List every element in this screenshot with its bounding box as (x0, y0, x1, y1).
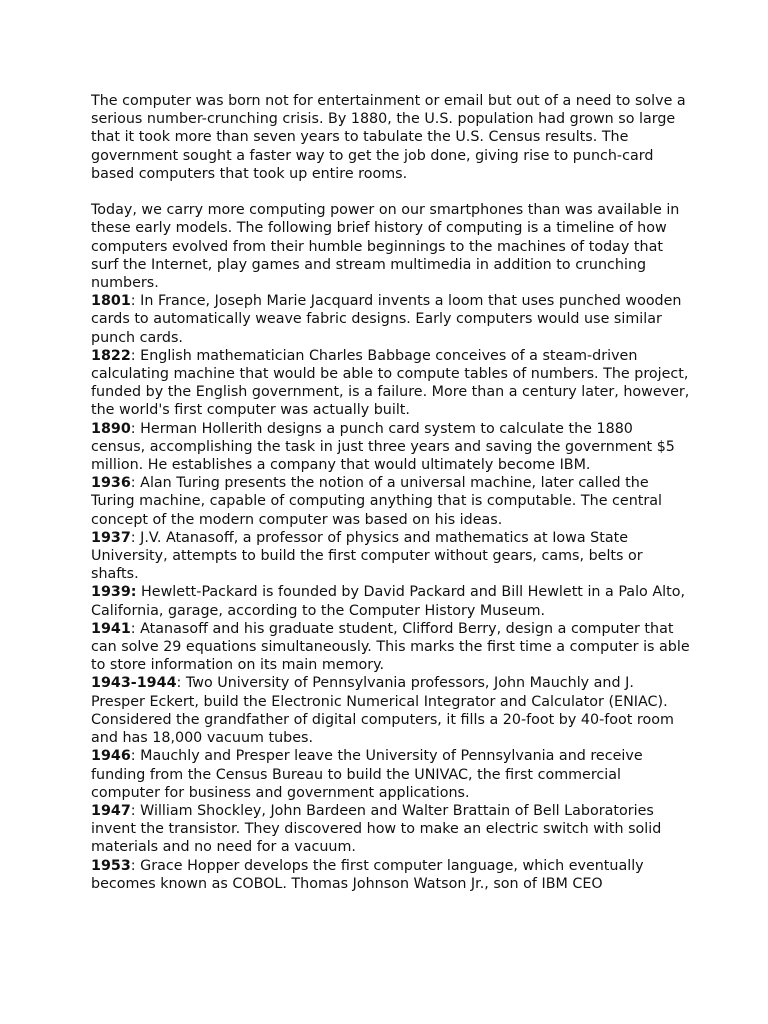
timeline-entry (91, 802, 691, 857)
timeline-year: 1939: (91, 584, 137, 601)
timeline-entry (91, 674, 691, 747)
timeline-year: 1822 (91, 347, 131, 364)
intro-paragraph-1: The computer was born not for entertainment or email but out of a need to solve a serious number-crunching crisis. By 1880, the U.S. population had grown so large that it took more than seven years to tabulate the U.S. Census results. The government sought a faster way to get the job done, giving rise to punch-card based computers that took up entire rooms. (91, 93, 686, 182)
timeline-text: Hewlett-Packard is founded by David Packard and Bill Hewlett in a Palo Alto, California, garage, according to the Computer History Museum. (91, 584, 685, 619)
timeline-year: 1801 (91, 293, 131, 310)
timeline-text: : Herman Hollerith designs a punch card system to calculate the 1880 census, accomplishing the task in just three years and saving the government $5 million. He establishes a company that would ultimately become IBM. (91, 420, 675, 474)
timeline-year: 1946 (91, 748, 131, 765)
timeline-year: 1953 (91, 857, 131, 874)
timeline-year: 1947 (91, 802, 131, 819)
timeline-text: : Alan Turing presents the notion of a universal machine, later called the Turing machine, capable of computing anything that is computable. The central concept of the modern computer was based on his ideas. (91, 475, 662, 528)
timeline-text: : Atanasoff and his graduate student, Clifford Berry, design a computer that can solve 29 equations simultaneously. This marks the first time a computer is able to store information on its main memory. (91, 620, 690, 674)
timeline-text: : William Shockley, John Bardeen and Walter Brattain of Bell Laboratories invent the transistor. They discovered how to make an electric switch with solid materials and no need for a vacuum. (91, 802, 662, 856)
timeline-entry (91, 620, 691, 675)
intro-paragraph-2: Today, we carry more computing power on our smartphones than was available in these early models. The following brief history of computing is a timeline of how computers evolved from their humble beginnings to the machines of today that surf the Internet, play games and stream multimedia in addition to crunching numbers. (91, 202, 680, 292)
timeline-entry (91, 347, 691, 420)
timeline-entry (91, 857, 691, 893)
timeline-entry (91, 529, 691, 584)
timeline-entry (91, 747, 691, 802)
timeline-year: 1936 (91, 475, 131, 492)
timeline-list (91, 292, 691, 893)
timeline-entry (91, 420, 691, 475)
timeline-year: 1943-1944 (91, 675, 177, 692)
timeline-text: : In France, Joseph Marie Jacquard invents a loom that uses punched wooden cards to automatically weave fabric designs. Early computers would use similar punch cards. (91, 293, 682, 346)
timeline-year: 1890 (91, 420, 131, 437)
timeline-text: : Mauchly and Presper leave the University of Pennsylvania and receive funding from the Census Bureau to build the UNIVAC, the first commercial computer for business and government applications. (91, 748, 643, 801)
timeline-year: 1937 (91, 529, 131, 546)
timeline-text: : J.V. Atanasoff, a professor of physics and mathematics at Iowa State University, attempts to build the first computer without gears, cams, belts or shafts. (91, 529, 643, 583)
timeline-text: : Grace Hopper develops the first computer language, which eventually becomes known as COBOL. Thomas Johnson Watson Jr., son of IBM CEO (91, 857, 644, 892)
timeline-text: : Two University of Pennsylvania professors, John Mauchly and J. Presper Eckert, build the Electronic Numerical Integrator and Calculator (ENIAC). Considered the grandfather of digital computers, it fills a 20-foot by 40-foot room and has 18,000 vacuum tubes. (91, 675, 674, 747)
timeline-year: 1941 (91, 620, 131, 637)
timeline-entry (91, 583, 691, 619)
timeline-text: : English mathematician Charles Babbage conceives of a steam-driven calculating machine that would be able to compute tables of numbers. The project, funded by the English government, is a failure. More than a century later, however, the world's first computer was actually built. (91, 347, 690, 419)
timeline-entry (91, 292, 691, 347)
document-page (91, 92, 691, 893)
timeline-entry (91, 474, 691, 529)
